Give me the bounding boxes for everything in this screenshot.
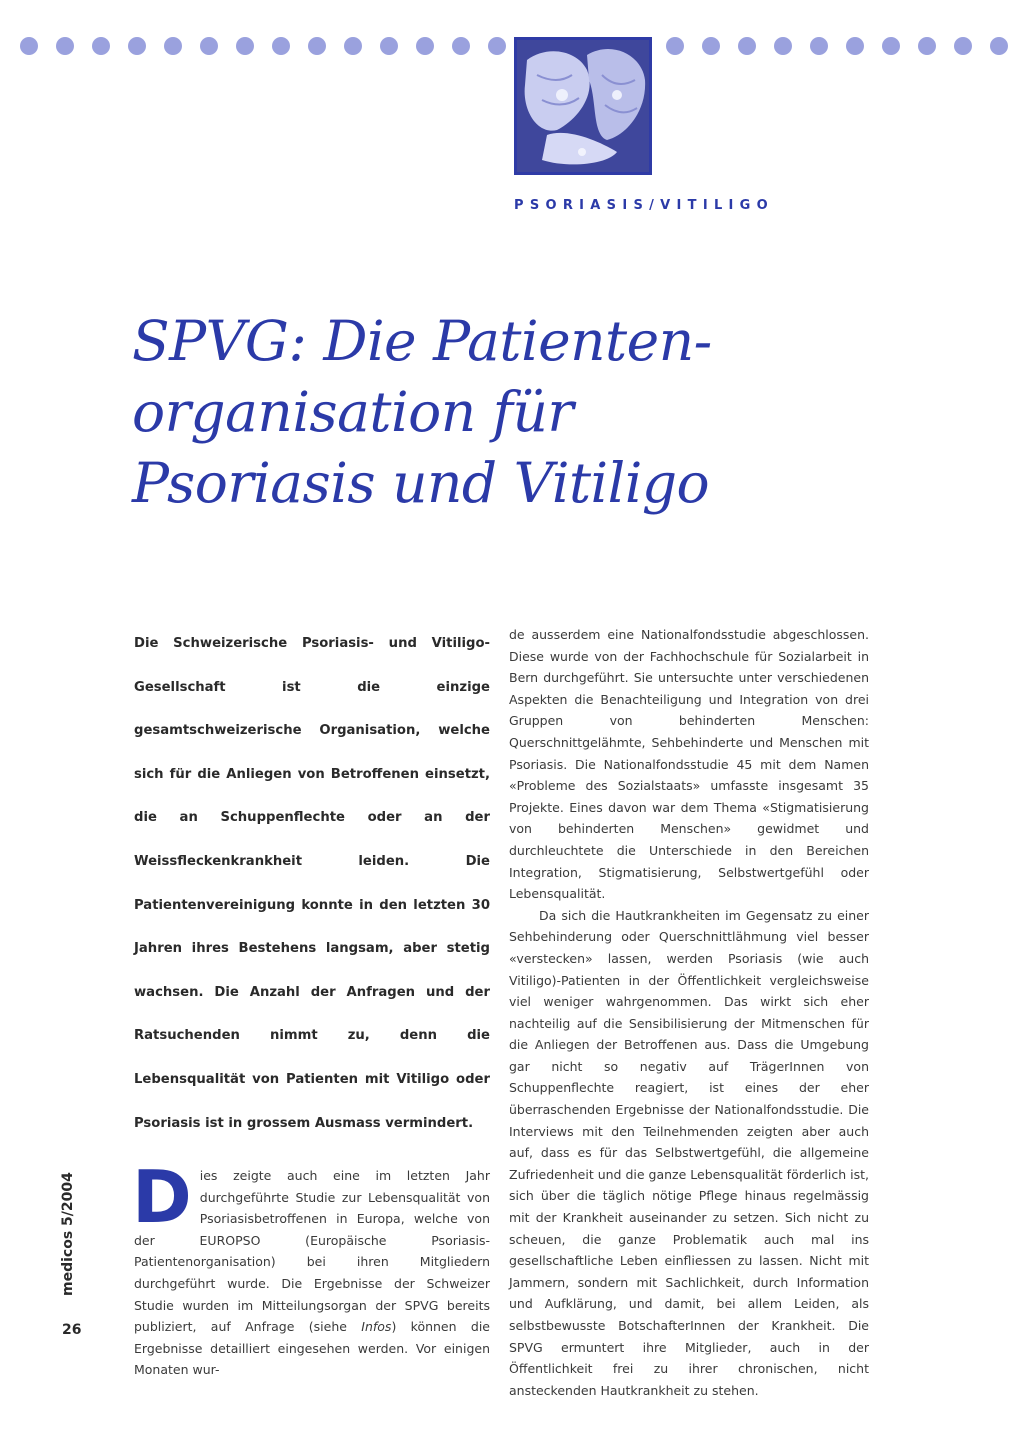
decorative-dot xyxy=(954,37,972,55)
body-text: ies zeigte auch eine im letzten Jahr durchgeführte Studie zur Lebensqualität von Psoriasisbetroffenen in Europa, welche von der EUROPSO (Europäische Psoriasis-Patientenorganisation) bei ihren Mitgliedern durchgeführt wurde. Die Ergebnisse der Schweizer Studie wurden im Mitteilungsorgan der SPVG bereits publiziert, auf Anfrage (siehe xyxy=(134,1168,490,1335)
decorative-dot xyxy=(56,37,74,55)
decorative-dot xyxy=(200,37,218,55)
body-paragraph: de ausserdem eine Nationalfondsstudie abgeschlossen. Diese wurde von der Fachhochschule für Sozialarbeit in Bern durchgeführt. Sie untersuchte unter verschiedenen Aspekten die Benachteiligung und Integration von drei Gruppen von behinderten Menschen: Querschnittgelähmte, Sehbehinderte und Menschen mit Psoriasis. Die Nationalfondsstudie 45 mit dem Namen «Probleme des Sozialstaats» umfasste insgesamt 35 Projekte. Eines davon war dem Thema «Stigmatisierung von behinderten Menschen» gewidmet und durchleuchtete die Unterschiede in den Bereichen Integration, Stigmatisierung, Selbstwertgefühl oder Lebensqualität. xyxy=(509,627,869,902)
decorative-dot xyxy=(882,37,900,55)
decorative-dot xyxy=(810,37,828,55)
decorative-dot xyxy=(128,37,146,55)
title-line: Psoriasis und Vitiligo xyxy=(132,451,710,515)
body-column-left xyxy=(132,1155,490,1381)
decorative-dot xyxy=(344,37,362,55)
decorative-dot xyxy=(416,37,434,55)
decorative-dot xyxy=(774,37,792,55)
decorative-dot xyxy=(452,37,470,55)
body-paragraph: Da sich die Hautkrankheiten im Gegensatz zu einer Sehbehinderung oder Querschnittlähmung viel besser «verstecken» lassen, werden Psoriasis (wie auch Vitiligo)-Patienten in der Öffentlichkeit vergleichsweise viel weniger wahrgenommen. Das wirkt sich eher nachteilig auf die Sensibilisierung der Mitmenschen für die Anliegen der Betroffenen aus. Dass die Umgebung gar nicht so negativ auf TrägerInnen von Schuppenflechte reagiert, ist eines der eher überraschenden Ergebnisse der Nationalfondsstudie. Die Interviews mit den Teilnehmenden zeigten aber auch auf, dass es für das Selbstwertgefühl, die allgemeine Zufriedenheit und die ganze Lebensqualität förderlich ist, sich über die täglich nötige Pflege hinaus regelmässig mit der Krankheit auseinander zu setzen. Sich nicht zu scheuen, die ganze Problematik auch mal ins gesellschaftliche Leben einfliessen zu lassen. Nicht mit Jammern, sondern mit Sachlichkeit, durch Information und Aufklärung, und damit, bei allem Leiden, als selbstbewusste BotschafterInnen der Krankheit. Die SPVG ermuntert ihre Mitglieder, auch in der Öffentlichkeit frei zu ihrer chronischen, nicht ansteckenden Hautkrankheit zu stehen. xyxy=(509,907,869,1398)
decorative-dot xyxy=(846,37,864,55)
decorative-dot xyxy=(918,37,936,55)
decorative-dot xyxy=(164,37,182,55)
skin-photo-icon xyxy=(514,37,652,175)
title-line: organisation für xyxy=(132,380,574,444)
decorative-dot xyxy=(488,37,506,55)
decorative-dot xyxy=(380,37,398,55)
body-text: ) können die Ergebnisse detailliert eingesehen werden. Vor einigen Monaten wur- xyxy=(134,1319,490,1378)
decorative-dot xyxy=(92,37,110,55)
magazine-issue: medicos 5/2004 xyxy=(60,1172,76,1296)
decorative-dot xyxy=(666,37,684,55)
body-paragraph xyxy=(132,1155,490,1381)
drop-cap: D xyxy=(132,1155,192,1239)
decorative-dot xyxy=(702,37,720,55)
decorative-dot xyxy=(990,37,1008,55)
decorative-dot xyxy=(272,37,290,55)
decorative-dot xyxy=(236,37,254,55)
decorative-dot xyxy=(20,37,38,55)
infos-reference: Infos xyxy=(361,1319,392,1335)
title-line: SPVG: Die Patienten- xyxy=(132,309,712,373)
decorative-dot xyxy=(738,37,756,55)
page-number: 26 xyxy=(62,1322,82,1338)
decorative-dot xyxy=(308,37,326,55)
article-title xyxy=(132,306,832,519)
body-column-right xyxy=(509,624,869,1401)
section-label: PSORIASIS/VITILIGO xyxy=(514,198,775,213)
lead-paragraph: Die Schweizerische Psoriasis- und Vitiligo-Gesellschaft ist die einzige gesamtschweizerische Organisation, welche sich für die Anliegen von Betroffenen einsetzt, die an Schuppenflechte oder an der Weissfleckenkrankheit leiden. Die Patientenvereinigung konnte in den letzten 30 Jahren ihres Bestehens langsam, aber stetig wachsen. Die Anzahl der Anfragen und der Ratsuchenden nimmt zu, denn die Lebensqualität von Patienten mit Vitiligo oder Psoriasis ist in grossem Ausmass vermindert. xyxy=(134,636,490,1131)
